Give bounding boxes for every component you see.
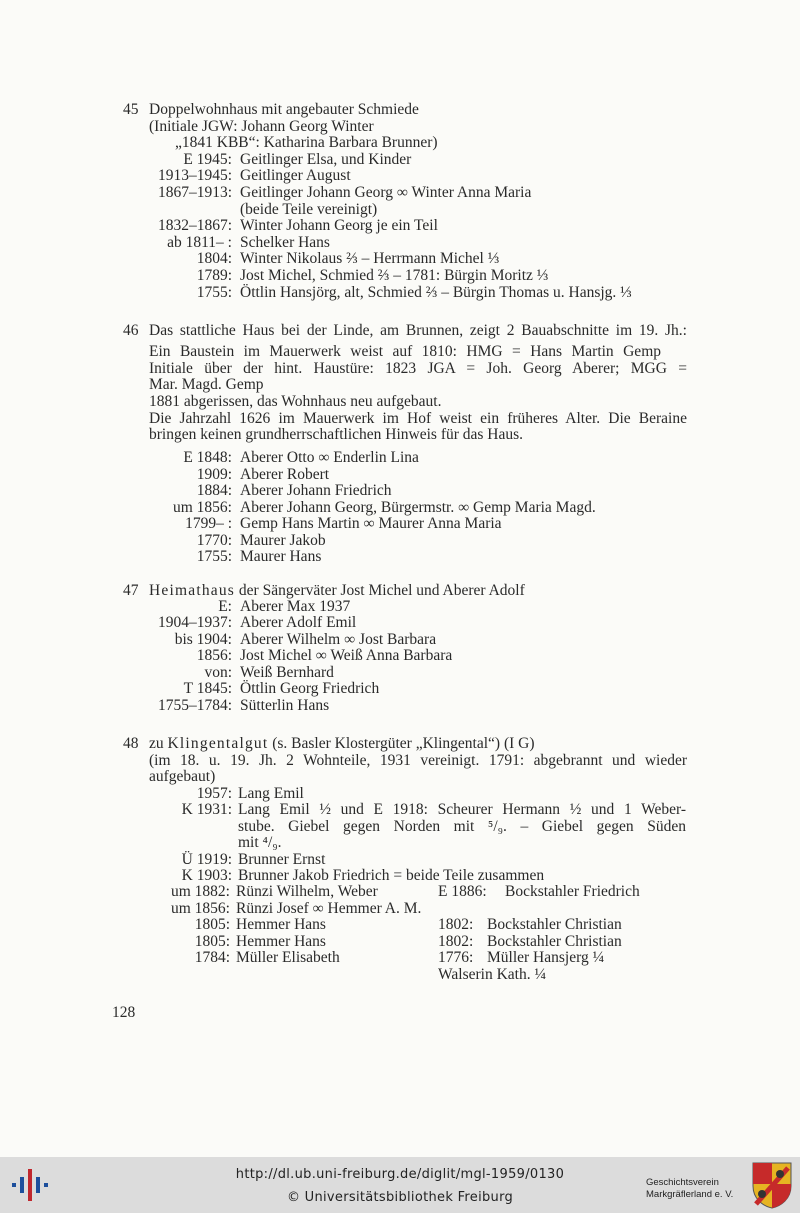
section-48-paragraph-line: (im 18. u. 19. Jh. 2 Wohnteile, 1931 vereinigt. 1791: abgebrannt und wieder [149,752,687,769]
owner-text: Brunner Jakob Friedrich = beide Teile zusammen [238,867,545,884]
owner-text-right: Bockstahler Christian [487,916,622,933]
owner-text: Hemmer Hans [236,933,326,950]
owner-text: mit ⁴/₉. [238,834,282,851]
owner-text: Aberer Robert [240,466,330,483]
owner-text: Öttlin Georg Friedrich [240,680,380,697]
year-label: 1755–1784: [157,697,232,714]
owner-text: Gemp Hans Martin ∞ Maurer Anna Maria [240,515,502,532]
entry-number-45: 45 [123,101,139,118]
year-label: E 1848: [183,449,232,466]
owner-text: Jost Michel, Schmied ⅔ – 1781: Bürgin Moritz ⅓ [240,267,549,284]
owner-text: Geitlinger Elsa, und Kinder [240,151,412,168]
year-label: um 1856: [173,499,232,516]
year-label: E 1945: [183,151,232,168]
year-label: E: [218,598,232,615]
year-label: 1789: [196,267,232,284]
owner-text: Rünzi Josef ∞ Hemmer A. M. [236,900,422,917]
year-label: 1957: [196,785,232,802]
society-name-line1: Geschichtsverein [646,1177,719,1188]
copyright-text: © Universitätsbibliothek Freiburg [286,1190,514,1205]
year-label-right: 1776: [438,949,474,966]
year-label: 1770: [196,532,232,549]
year-label: 1799– : [185,515,232,532]
year-label: um 1856: [171,900,230,917]
year-label: von: [204,664,232,681]
entry-number-46: 46 [123,322,139,339]
owner-text: Brunner Ernst [238,851,326,868]
year-label: K 1931: [181,801,232,818]
owner-text: Winter Johann Georg je ein Teil [240,217,438,234]
section-46-paragraph-line: Initiale über der hint. Haustüre: 1823 JGA = Joh. Georg Aberer; MGG = [149,360,687,377]
year-label: 1867–1913: [157,184,232,201]
year-label: bis 1904: [174,631,232,648]
owner-text: Aberer Johann Friedrich [240,482,392,499]
owner-text: Weiß Bernhard [240,664,334,681]
section-46-paragraph-line: Das stattliche Haus bei der Linde, am Brunnen, zeigt 2 Bauabschnitte im 19. Jh.: [149,322,687,339]
year-label: um 1882: [171,883,230,900]
owner-text: Rünzi Wilhelm, Weber [236,883,378,900]
owner-text: Müller Elisabeth [236,949,340,966]
section-48-title-rest: (s. Basler Klostergüter „Klingental“) (I G) [268,735,535,752]
entry-number-47: 47 [123,582,139,599]
section-45-initials-2: „1841 KBB“: Katharina Barbara Brunner) [175,134,438,151]
markgraeflerland-crest-icon[interactable] [750,1160,794,1210]
owner-text-right: Walserin Kath. ¼ [438,966,547,983]
owner-text: Aberer Wilhelm ∞ Jost Barbara [240,631,437,648]
section-48-title-pre: zu [149,735,168,752]
owner-text: (beide Teile vereinigt) [240,201,378,218]
owner-text: Hemmer Hans [236,916,326,933]
owner-text-right: Müller Hansjerg ¼ [487,949,605,966]
year-label: T 1845: [183,680,232,697]
owner-text: Aberer Otto ∞ Enderlin Lina [240,449,419,466]
owner-text: Jost Michel ∞ Weiß Anna Barbara [240,647,453,664]
society-name [646,1177,733,1201]
year-label: 1755: [196,548,232,565]
year-label: 1805: [194,933,230,950]
section-47-title-rest: der Sängerväter Jost Michel und Aberer Adolf [235,582,525,599]
year-label: 1909: [196,466,232,483]
year-label: Ü 1919: [181,851,232,868]
owner-text: Winter Nikolaus ⅔ – Herrmann Michel ⅓ [240,250,500,267]
owner-text: Schelker Hans [240,234,330,251]
year-label: 1755: [196,284,232,301]
owner-text: Maurer Jakob [240,532,326,549]
owner-text: Lang Emil ½ und E 1918: Scheurer Hermann ½ und 1 Weber- [238,801,686,818]
section-46-paragraph-line: Ein Baustein im Mauerwerk weist auf 1810: HMG = Hans Martin Gemp [149,343,661,360]
owner-text: Aberer Johann Georg, Bürgermstr. ∞ Gemp Maria Magd. [240,499,596,516]
page-number: 128 [112,1004,136,1021]
source-url-link[interactable]: http://dl.ub.uni-freiburg.de/diglit/mgl-1959/0130 [235,1167,565,1182]
section-48-paragraph-line: aufgebaut) [149,768,216,785]
owner-text: Maurer Hans [240,548,322,565]
owner-text: Geitlinger August [240,167,351,184]
year-label: 1856: [196,647,232,664]
entry-number-48: 48 [123,735,139,752]
owner-text: Geitlinger Johann Georg ∞ Winter Anna Maria [240,184,532,201]
section-46-paragraph-line: bringen keinen grundherrschaftlichen Hinweis für das Haus. [149,426,524,443]
owner-text-right: Bockstahler Christian [487,933,622,950]
footer-bar [0,1157,800,1213]
owner-text: stube. Giebel gegen Norden mit ⁵/₉. – Giebel gegen Süden [238,818,686,835]
year-label: 1805: [194,916,230,933]
year-label: 1913–1945: [157,167,232,184]
society-name-line2: Markgräflerland e. V. [646,1189,734,1200]
owner-text: Aberer Adolf Emil [240,614,357,631]
owner-text: Sütterlin Hans [240,697,330,714]
section-47-title-spaced: Heimathaus [149,582,236,599]
section-47-title [149,582,525,599]
owner-text: Öttlin Hansjörg, alt, Schmied ⅔ – Bürgin Thomas u. Hansjg. ⅓ [240,284,632,301]
section-48-title [149,735,535,752]
section-45-initials: (Initiale JGW: Johann Georg Winter [149,118,374,135]
section-46-paragraph-line: Die Jahrzahl 1626 im Mauerwerk im Hof weist ein früheres Alter. Die Beraine [149,410,687,427]
section-45-title: Doppelwohnhaus mit angebauter Schmiede [149,101,419,118]
year-label: 1804: [196,250,232,267]
year-label: K 1903: [181,867,232,884]
year-label-right: 1802: [438,916,474,933]
owner-text-right: Bockstahler Friedrich [505,883,640,900]
section-46-paragraph-line: 1881 abgerissen, das Wohnhaus neu aufgebaut. [149,393,442,410]
year-label-right: 1802: [438,933,474,950]
owner-text: Aberer Max 1937 [240,598,351,615]
year-label: 1784: [194,949,230,966]
year-label-right: E 1886: [438,883,487,900]
year-label: 1884: [196,482,232,499]
year-label: ab 1811– : [167,234,232,251]
owner-text: Lang Emil [238,785,304,802]
section-48-title-spaced: Klingentalgut [167,735,269,752]
year-label: 1832–1867: [157,217,232,234]
year-label: 1904–1937: [157,614,232,631]
section-46-paragraph-line: Mar. Magd. Gemp [149,376,264,393]
